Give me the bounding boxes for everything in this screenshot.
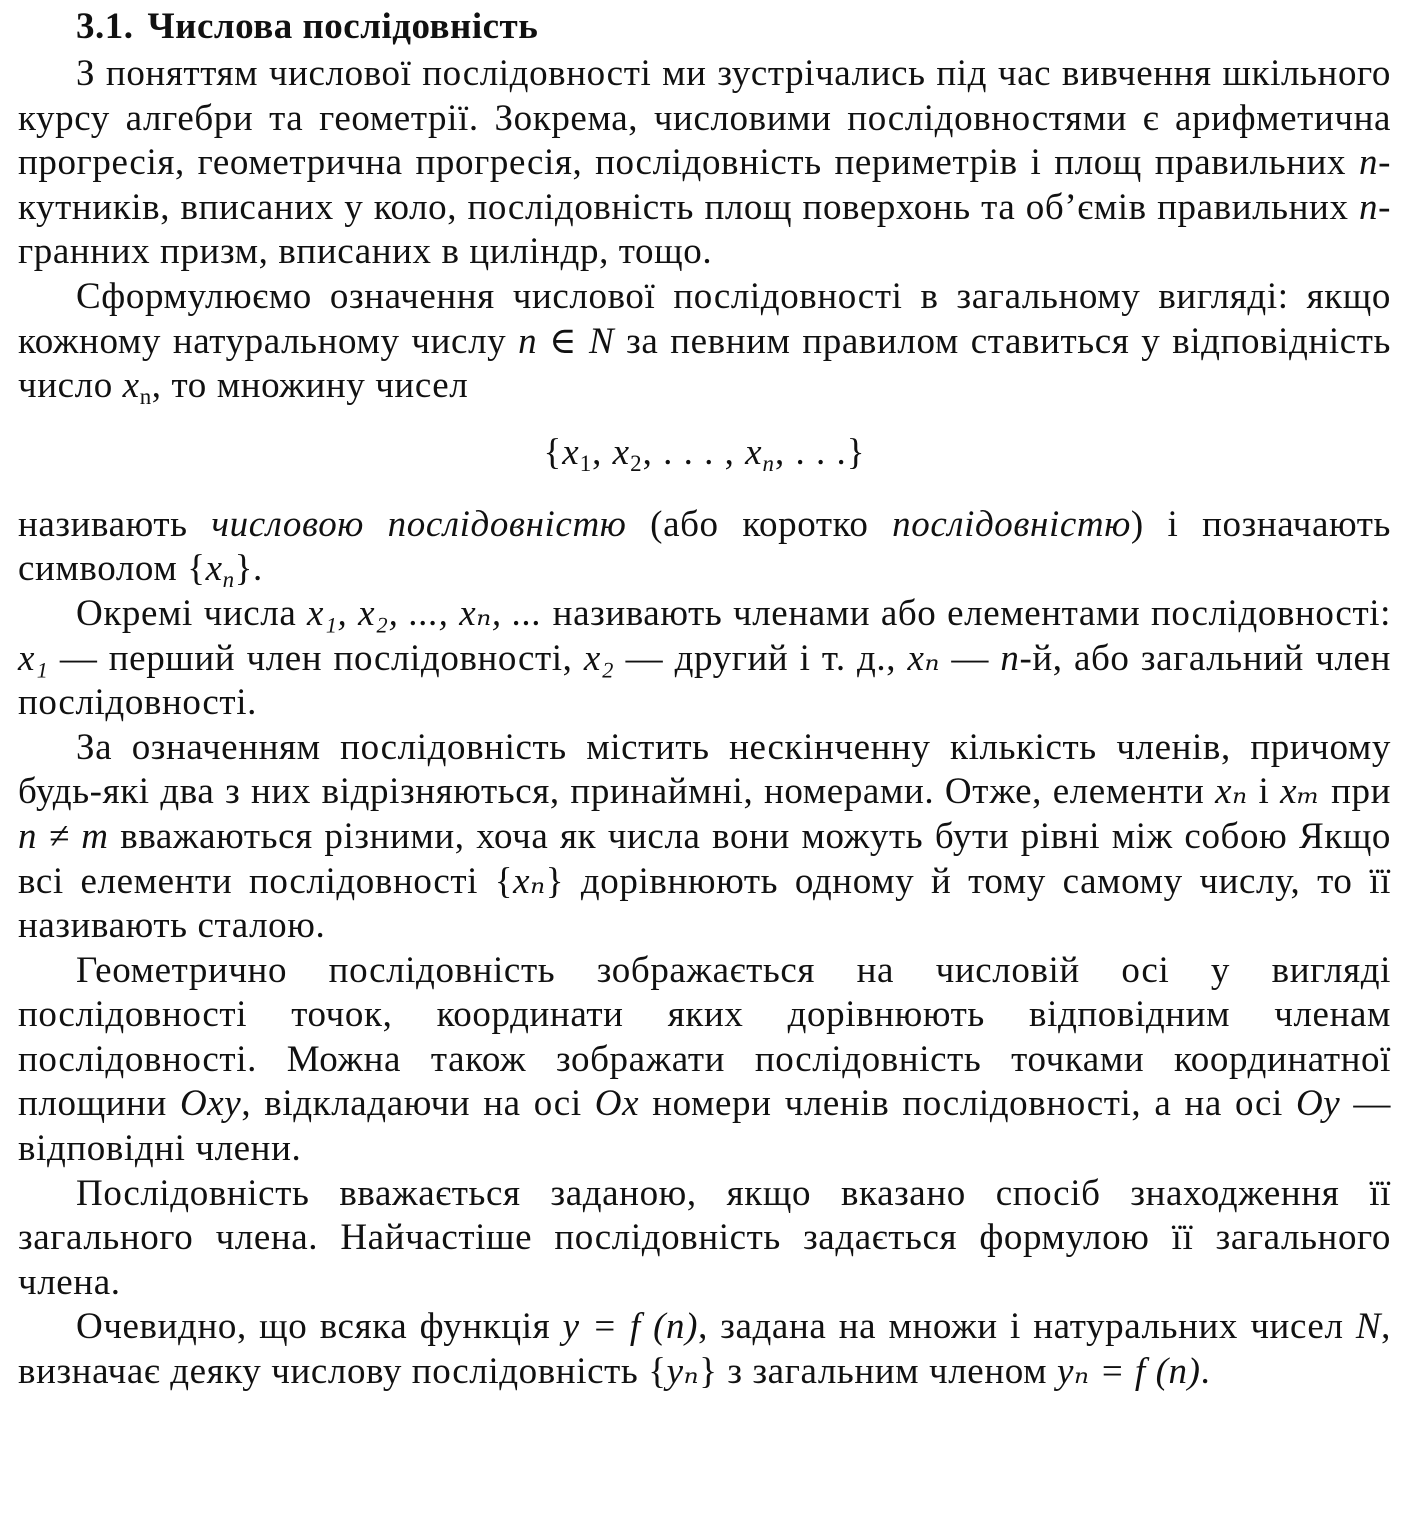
p5-text3: при — [1320, 771, 1391, 813]
paragraph-2 — [18, 275, 1391, 409]
p2-text3: , то множину чисел — [151, 365, 469, 407]
p6-math-oxy: Oxy — [179, 1083, 242, 1125]
p1-text3: -гранних призм, вписаних в циліндр, тощо. — [18, 186, 1391, 273]
p3-text3: ) і позначають символом { — [18, 503, 1391, 590]
p6-math-ox: Ox — [594, 1083, 640, 1125]
p4-text6: -й, або загальний член послідовності. — [18, 637, 1391, 724]
formula-xn: x — [745, 431, 763, 473]
p1-math-n: n — [1358, 142, 1379, 184]
p6-text4: — відповідні члени. — [18, 1083, 1391, 1170]
formula-sep2: , . . . , — [642, 431, 746, 473]
p3-text4: }. — [234, 548, 263, 590]
formula-sub-1: 1 — [579, 450, 593, 476]
paragraph-5 — [18, 726, 1391, 949]
section-number: 3.1. — [76, 6, 134, 47]
formula-open-brace: { — [543, 431, 563, 473]
p7-text: Послідовність вважається заданою, якщо вказано спосіб знаходження її загального члена. Найчастіше послідовність задається формулою її загального члена. — [18, 1172, 1391, 1303]
p8-text5: . — [1200, 1351, 1211, 1393]
p8-math-gen: yₙ = f (n) — [1056, 1351, 1201, 1393]
p8-math-yn: yₙ — [666, 1351, 700, 1393]
p2-text2: за певним правилом ставиться у відповідність число — [18, 320, 1391, 407]
paragraph-8 — [18, 1305, 1391, 1394]
p2-math-cond: n ∈ N — [518, 320, 615, 362]
p8-math-f: y = f (n) — [562, 1306, 699, 1348]
p5-math-xn: xₙ — [1215, 771, 1248, 813]
formula-sub-2: 2 — [630, 450, 643, 476]
p5-text2: і — [1247, 771, 1281, 813]
p4-math-list: x₁, x₂, ..., xₙ, ... — [307, 592, 542, 634]
paragraph-3 — [18, 503, 1391, 592]
p3-x: x — [205, 548, 223, 590]
sequence-formula — [18, 431, 1391, 475]
formula-sep1: , — [592, 431, 613, 473]
p5-math-xm: xₘ — [1280, 771, 1321, 813]
p3-text2: (або коротко — [626, 503, 893, 545]
p2-sub-n: n — [139, 384, 152, 410]
paragraph-7 — [18, 1172, 1391, 1306]
p5-math-x: xₙ — [513, 860, 546, 902]
p1-text2: -кутників, вписаних у коло, послідовність площ поверхонь та об’ємів правильних — [18, 142, 1391, 228]
p4-text5: — — [940, 637, 1001, 679]
p4-text: Окремі числа — [76, 592, 308, 634]
p8-text3: , визначає деяку числову послідовність { — [18, 1306, 1391, 1393]
p1-math-n2: n — [1358, 186, 1379, 228]
p6-math-oy: Oy — [1295, 1083, 1341, 1125]
p2-math-xn — [122, 365, 152, 410]
p4-math-n: n — [1000, 637, 1020, 679]
p6-text3: номери членів послідовності, а на осі — [639, 1083, 1296, 1125]
p8-text4: } з загальним членом — [699, 1351, 1057, 1393]
p5-text: За означенням послідовність містить нескінченну кількість членів, причому будь-які два з них відрізняються, принаймні, номерами. Отже, елементи — [18, 726, 1391, 813]
formula-close: , . . .} — [774, 431, 866, 473]
formula-x1: x — [562, 431, 580, 473]
paragraph-1 — [18, 52, 1391, 275]
p2-text: Сформулюємо означення числової послідовності в загальному вигляді: якщо кожному натуральному числу — [18, 275, 1391, 362]
p6-text: Геометрично послідовність зображається на числовій осі у вигляді послідовності точок, координати яких дорівнюють відповідним членам послідовності. Можна також зображати послідовність точками координатної площини — [18, 949, 1391, 1125]
p2-x: x — [122, 365, 140, 407]
p4-text2: називають членами або елементами послідовності: — [541, 592, 1391, 634]
p4-text3: — перший член послідовності, — [48, 637, 584, 679]
p4-math-x2: x₂ — [583, 637, 615, 679]
section-heading — [76, 2, 1391, 52]
p8-text: Очевидно, що всяка функція — [76, 1306, 563, 1348]
p3-emphasis-1: числовою послідовністю — [211, 503, 627, 545]
p3-sub-n: n — [222, 567, 235, 593]
formula-sub-n: n — [762, 450, 775, 476]
section-title: Числова послідовність — [147, 6, 539, 47]
p5-text5: } дорівнюють одному й тому самому числу, то її називають сталою. — [18, 860, 1391, 947]
p8-text2: , задана на множи і натуральних чисел — [698, 1306, 1356, 1348]
p5-text4: вважаються різними, хоча як числа вони можуть бути рівні між собою Якщо всі елементи послідовності { — [18, 815, 1392, 902]
p4-math-x1: x₁ — [18, 637, 49, 679]
paragraph-4 — [18, 592, 1391, 726]
p6-text2: , відкладаючи на осі — [241, 1083, 595, 1125]
p3-text: називають — [18, 503, 212, 545]
p5-math-neq: n ≠ m — [18, 815, 109, 857]
p4-math-xn: xₙ — [907, 637, 941, 679]
formula-x2: x — [612, 431, 631, 473]
p4-text4: — другий і т. д., — [614, 637, 908, 679]
p1-text: З поняттям числової послідовності ми зустрічались під час вивчення шкільного курсу алгебри та геометрії. Зокрема, числовими послідовностями є арифметична прогресія, геометрична прогресія, послідовність периметрів і площ правильних — [18, 53, 1391, 184]
p3-emphasis-2: послідовністю — [892, 503, 1131, 545]
p8-math-N: N — [1355, 1306, 1382, 1348]
paragraph-6 — [18, 949, 1391, 1172]
